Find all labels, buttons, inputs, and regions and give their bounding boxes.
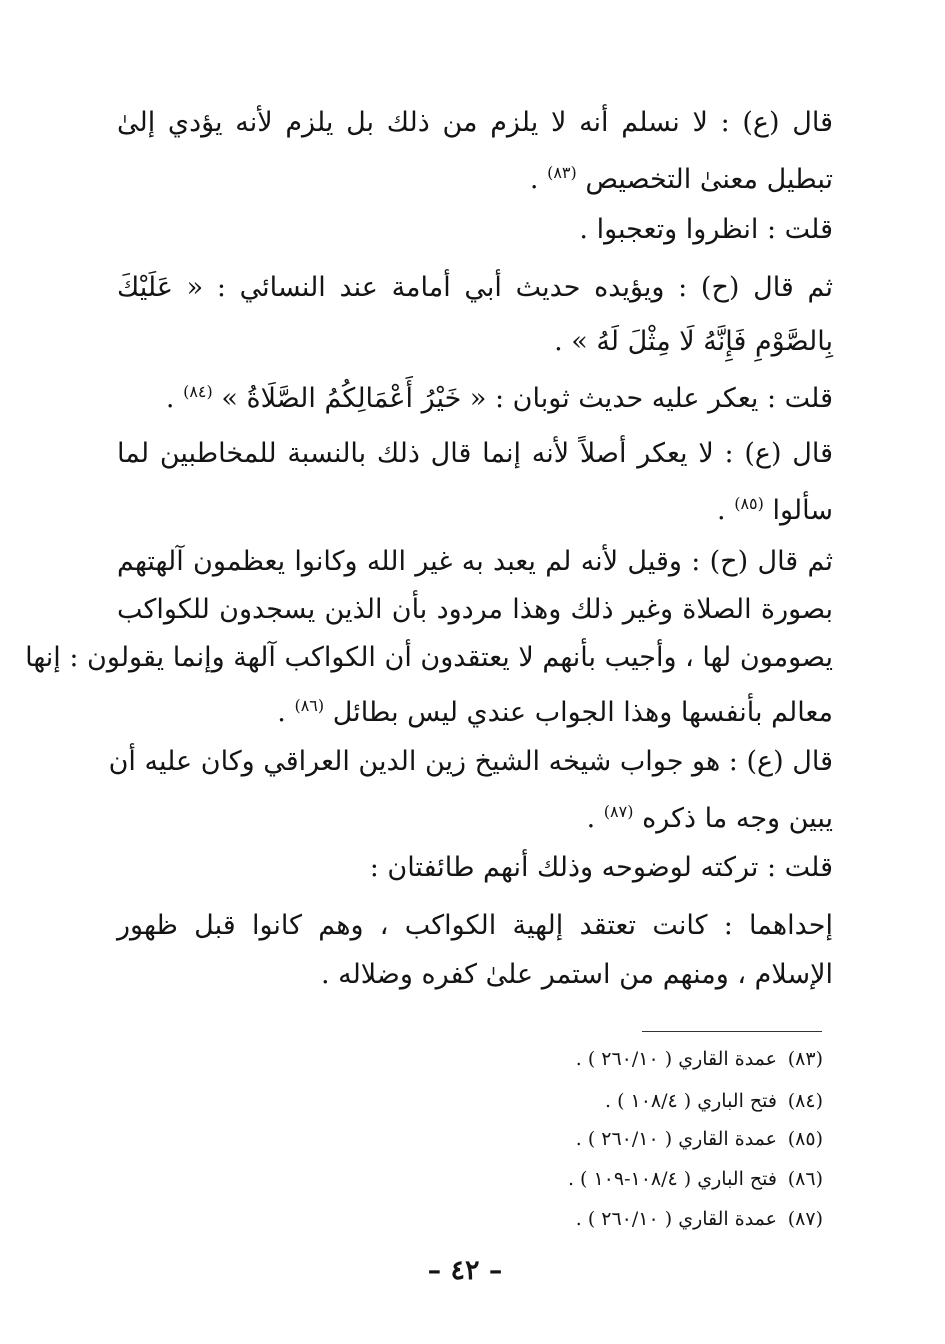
text-line: تبطيل معنىٰ التخصيص $^{(٨٣)}$ . (529, 163, 833, 195)
footnote-text: فتح الباري ( ١٠٨/٤ ) . (604, 1090, 777, 1112)
footnote-number: (٨٥) (787, 1128, 823, 1150)
footnote (423, 1165, 823, 1193)
footnote-number: (٨٧) (787, 1208, 823, 1230)
text-line: سألوا $^{(٨٥)}$ . (717, 494, 833, 526)
footnote (423, 1087, 823, 1115)
footnote (423, 1125, 823, 1153)
footnote-ref: (٨٣) (547, 163, 577, 182)
footnote-ref: (٨٤) (183, 382, 213, 401)
footnote-ref: (٨٧) (603, 802, 634, 821)
footnote-text: عمدة القاري ( ٢٦٠/١٠ ) . (575, 1208, 777, 1230)
footnote-number: (٨٤) (787, 1090, 823, 1112)
footnote (423, 1045, 823, 1073)
text-line: قال (ع) : لا نسلم أنه لا يلزم من ذلك بل يلزم لأنه يؤدي إلىٰ (117, 107, 833, 138)
footnote-number: (٨٦) (787, 1168, 823, 1190)
text-line: قلت : تركته لوضوحه وذلك أنهم طائفتان : (369, 852, 833, 883)
footnote-text: عمدة القاري ( ٢٦٠/١٠ ) . (575, 1048, 777, 1070)
footnote-divider (642, 1031, 822, 1032)
text-line: بصورة الصلاة وغير ذلك وهذا مردود بأن الذين يسجدون للكواكب (117, 594, 833, 625)
footnote-text: عمدة القاري ( ٢٦٠/١٠ ) . (575, 1128, 777, 1150)
text-line: ثم قال (ح) : ويؤيده حديث أبي أمامة عند النسائي : « عَلَيْكَ (117, 272, 833, 303)
footnote (423, 1205, 823, 1233)
text-line: قال (ع) : لا يعكر أصلاً لأنه إنما قال ذلك بالنسبة للمخاطبين لما (117, 438, 833, 469)
text-line: ثم قال (ح) : وقيل لأنه لم يعبد به غير الله وكانوا يعظمون آلهتهم (117, 546, 833, 577)
text-line: يصومون لها ، وأجيب بأنهم لا يعتقدون أن الكواكب آلهة وإنما يقولون : إنها (25, 642, 833, 673)
text-line: يبين وجه ما ذكره $^{(٨٧)}$ . (586, 802, 833, 834)
text-line: الإسلام ، ومنهم من استمر علىٰ كفره وضلاله . (320, 959, 833, 990)
footnote-text: فتح الباري ( ١٠٨/٤-١٠٩ ) . (567, 1168, 777, 1190)
text-line: معالم بأنفسها وهذا الجواب عندي ليس بطائل $^{(٨٦)}$ . (277, 696, 833, 728)
text-line: إحداهما : كانت تعتقد إلهية الكواكب ، وهم كانوا قبل ظهور (117, 910, 833, 941)
text-line: قلت : يعكر عليه حديث ثوبان : « خَيْرُ أَعْمَالِكُمُ الصَّلَاةُ » $^{(٨٤)}$ . (165, 382, 833, 414)
footnote-number: (٨٣) (787, 1048, 823, 1070)
footnote-ref: (٨٦) (294, 696, 325, 715)
text-line: بِالصَّوْمِ فَإِنَّهُ لَا مِثْلَ لَهُ » . (554, 326, 833, 357)
footnote-ref: (٨٥) (734, 494, 764, 513)
text-line: قلت : انظروا وتعجبوا . (579, 214, 833, 245)
page-number: – ٤٢ – (427, 1255, 503, 1286)
text-line: قال (ع) : هو جواب شيخه الشيخ زين الدين العراقي وكان عليه أن (108, 746, 833, 777)
